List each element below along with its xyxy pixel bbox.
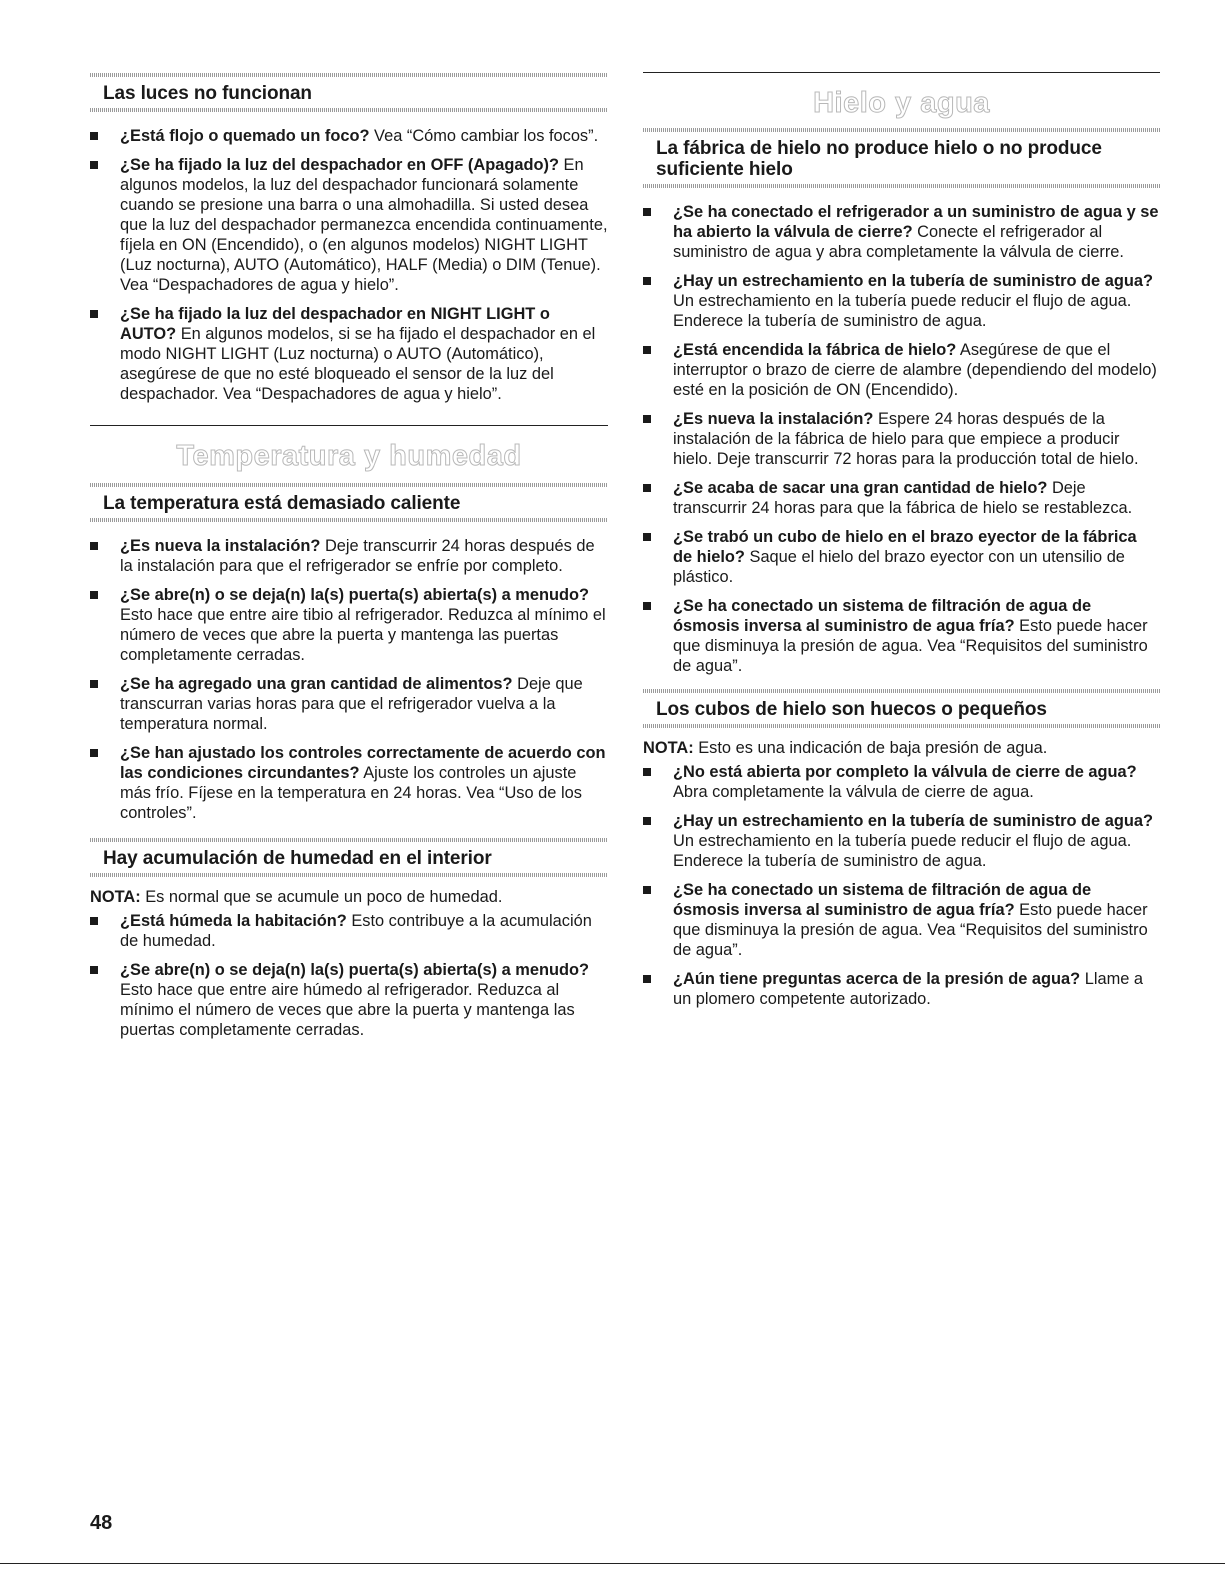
question-text: ¿Está húmeda la habitación?	[120, 912, 347, 930]
list-item	[90, 743, 608, 823]
section-title-temperature: Temperatura y humedad	[176, 440, 522, 472]
answer-text: Deje transcurrir 24 horas después de la instalación para que el refrigerador se enfríe por completo.	[120, 537, 595, 575]
list-item	[643, 762, 1160, 802]
list-item	[90, 155, 608, 295]
answer-text: Abra completamente la válvula de cierre de agua.	[673, 783, 1034, 801]
humidity-heading: Hay acumulación de humedad en el interior	[103, 848, 492, 869]
cubes-heading: Los cubos de hielo son huecos o pequeños	[656, 699, 1047, 720]
square-bullet-icon	[90, 161, 98, 169]
answer-text: Un estrechamiento en la tubería puede reducir el flujo de agua. Enderece la tubería de suministro de agua.	[673, 292, 1132, 330]
list-item	[643, 596, 1160, 676]
lights-list	[90, 126, 608, 404]
ice-subheading	[643, 128, 1160, 188]
list-item	[90, 960, 608, 1040]
answer-text: Saque el hielo del brazo eyector con un utensilio de plástico.	[673, 548, 1125, 586]
square-bullet-icon	[90, 966, 98, 974]
list-item	[90, 126, 608, 146]
temp-heading: La temperatura está demasiado caliente	[103, 493, 461, 514]
question-text: ¿Está encendida la fábrica de hielo?	[673, 341, 957, 359]
square-bullet-icon	[90, 310, 98, 318]
question-text: ¿No está abierta por completo la válvula de cierre de agua?	[673, 763, 1137, 781]
square-bullet-icon	[643, 415, 651, 423]
list-item	[643, 409, 1160, 469]
cubes-subheading	[643, 689, 1160, 728]
answer-text: Esto contribuye a la acumulación de humedad.	[120, 912, 592, 950]
left-column	[90, 0, 608, 1049]
list-item	[90, 536, 608, 576]
square-bullet-icon	[90, 591, 98, 599]
ice-heading: La fábrica de hielo no produce hielo o no produce suficiente hielo	[656, 138, 1102, 180]
square-bullet-icon	[643, 768, 651, 776]
question-text: ¿Se abre(n) o se deja(n) la(s) puerta(s) abierta(s) a menudo?	[120, 961, 590, 979]
question-text: ¿Se trabó un cubo de hielo en el brazo eyector de la fábrica de hielo?	[673, 528, 1137, 566]
square-bullet-icon	[643, 484, 651, 492]
lights-subheading	[90, 73, 608, 112]
lights-heading: Las luces no funcionan	[103, 83, 312, 104]
question-text: ¿Se acaba de sacar una gran cantidad de hielo?	[673, 479, 1048, 497]
list-item	[643, 969, 1160, 1009]
cubes-note	[643, 738, 1160, 758]
list-item	[643, 202, 1160, 262]
question-text: ¿Está flojo o quemado un foco?	[120, 127, 370, 145]
question-text: ¿Se han ajustado los controles correctamente de acuerdo con las condiciones circundantes?	[120, 744, 606, 782]
question-text: ¿Se ha conectado un sistema de filtración de agua de ósmosis inversa al suministro de agua fría?	[673, 881, 1092, 919]
question-text: ¿Es nueva la instalación?	[120, 537, 321, 555]
list-item	[90, 585, 608, 665]
question-text: ¿Es nueva la instalación?	[673, 410, 874, 428]
list-item	[643, 880, 1160, 960]
square-bullet-icon	[643, 533, 651, 541]
question-text: ¿Hay un estrechamiento en la tubería de suministro de agua?	[673, 272, 1153, 290]
note-text: Es normal que se acumule un poco de humedad.	[140, 888, 503, 906]
question-text: ¿Hay un estrechamiento en la tubería de suministro de agua?	[673, 812, 1153, 830]
answer-text: Esto puede hacer que disminuya la presión de agua. Vea “Requisitos del suministro de agua”.	[673, 617, 1148, 675]
footer-rule	[0, 1563, 1225, 1564]
question-text: ¿Se ha conectado un sistema de filtración de agua de ósmosis inversa al suministro de agua fría?	[673, 597, 1092, 635]
answer-text: Asegúrese de que el interruptor o brazo de cierre de alambre (dependiendo del modelo) esté en la posición de ON (Encendido).	[673, 341, 1157, 399]
question-text: ¿Se ha fijado la luz del despachador en NIGHT LIGHT o AUTO?	[120, 305, 550, 343]
section-title-ice-water: Hielo y agua	[813, 87, 990, 119]
list-item	[643, 811, 1160, 871]
question-text: ¿Se abre(n) o se deja(n) la(s) puerta(s) abierta(s) a menudo?	[120, 586, 590, 604]
answer-text: Conecte el refrigerador al suministro de agua y abra completamente la válvula de cierre.	[673, 223, 1124, 261]
square-bullet-icon	[643, 817, 651, 825]
square-bullet-icon	[643, 277, 651, 285]
list-item	[643, 271, 1160, 331]
question-text: ¿Se ha conectado el refrigerador a un suministro de agua y se ha abierto la válvula de cierre?	[673, 203, 1159, 241]
question-text: ¿Aún tiene preguntas acerca de la presión de agua?	[673, 970, 1081, 988]
answer-text: En algunos modelos, la luz del despachador funcionará solamente cuando se presione una barra o una almohadilla. Si usted desea que la luz del despachador permanezca encendida continuamente, fíjela en ON (Encendido), o (en algunos modelos) NIGHT LIGHT (Luz nocturna), AUTO (Automático), HALF (Media) o DIM (Tenue). Vea “Despachadores de agua y hielo”.	[120, 156, 608, 294]
ice-list	[643, 202, 1160, 676]
answer-text: Ajuste los controles un ajuste más frío. Fíjese en la temperatura en 24 horas. Vea “Uso de los controles”.	[120, 764, 582, 822]
answer-text: Deje transcurrir 24 horas para que la fábrica de hielo se restablezca.	[673, 479, 1133, 517]
square-bullet-icon	[90, 132, 98, 140]
answer-text: Esto puede hacer que disminuya la presión de agua. Vea “Requisitos del suministro de agua”.	[673, 901, 1148, 959]
list-item	[643, 478, 1160, 518]
cubes-list	[643, 762, 1160, 1009]
list-item	[90, 674, 608, 734]
answer-text: Esto hace que entre aire húmedo al refrigerador. Reduzca al mínimo el número de veces que abre la puerta y mantenga las puertas completamente cerradas.	[120, 981, 575, 1039]
answer-text: Espere 24 horas después de la instalación de la fábrica de hielo para que empiece a producir hielo. Deje transcurrir 72 horas para la producción total de hielo.	[673, 410, 1139, 468]
answer-text: En algunos modelos, si se ha fijado el despachador en el modo NIGHT LIGHT (Luz nocturna) o AUTO (Automático), asegúrese de que no esté bloqueado el sensor de la luz del despachador. Vea “Despachadores de agua y hielo”.	[120, 325, 596, 403]
square-bullet-icon	[90, 917, 98, 925]
answer-text: Esto hace que entre aire tibio al refrigerador. Reduzca al mínimo el número de veces que abre la puerta y mantenga las puertas completamente cerradas.	[120, 606, 606, 664]
temp-list	[90, 536, 608, 823]
square-bullet-icon	[643, 975, 651, 983]
humidity-note	[90, 887, 608, 907]
right-column	[643, 0, 1160, 1018]
answer-text: Un estrechamiento en la tubería puede reducir el flujo de agua. Enderece la tubería de suministro de agua.	[673, 832, 1132, 870]
square-bullet-icon	[643, 886, 651, 894]
square-bullet-icon	[643, 346, 651, 354]
question-text: ¿Se ha fijado la luz del despachador en OFF (Apagado)?	[120, 156, 559, 174]
answer-text: Deje que transcurran varias horas para que el refrigerador vuelva a la temperatura normal.	[120, 675, 583, 733]
temp-subheading	[90, 483, 608, 522]
list-item	[643, 527, 1160, 587]
square-bullet-icon	[643, 208, 651, 216]
note-label: NOTA:	[643, 739, 694, 757]
note-label: NOTA:	[90, 888, 141, 906]
square-bullet-icon	[90, 542, 98, 550]
answer-text: Vea “Cómo cambiar los focos”.	[369, 127, 599, 145]
square-bullet-icon	[90, 749, 98, 757]
list-item	[90, 304, 608, 404]
question-text: ¿Se ha agregado una gran cantidad de alimentos?	[120, 675, 513, 693]
page-number: 48	[90, 1512, 113, 1534]
square-bullet-icon	[643, 602, 651, 610]
square-bullet-icon	[90, 680, 98, 688]
list-item	[643, 340, 1160, 400]
note-text: Esto es una indicación de baja presión de agua.	[693, 739, 1048, 757]
answer-text: Llame a un plomero competente autorizado.	[673, 970, 1144, 1008]
humidity-list	[90, 911, 608, 1040]
humidity-subheading	[90, 838, 608, 877]
list-item	[90, 911, 608, 951]
